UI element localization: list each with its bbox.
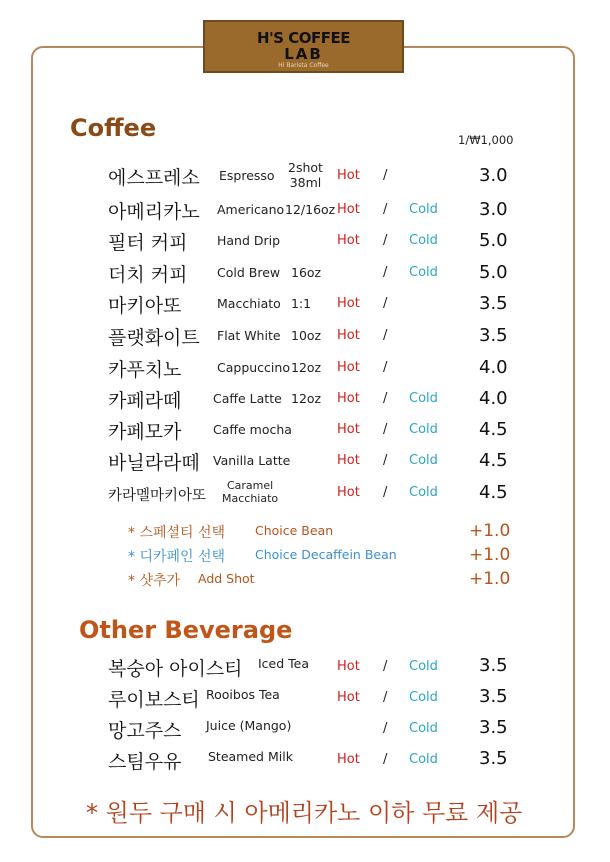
item-price: 3.5: [479, 717, 508, 738]
hot-label: Hot: [337, 360, 360, 375]
option-name-en: Add Shot: [198, 571, 255, 586]
item-name-en: Vanilla Latte: [213, 453, 291, 468]
item-size: 10oz: [291, 328, 322, 343]
item-name-en: Hand Drip: [217, 233, 281, 248]
item-name-ko: 아메리카노: [108, 201, 200, 223]
hot-label: Hot: [337, 233, 360, 248]
cold-label: Cold: [409, 752, 438, 767]
item-name-ko: 카페모카: [108, 421, 182, 443]
cold-label: Cold: [409, 659, 438, 674]
item-price: 4.0: [479, 388, 508, 409]
item-name-en: Caramel Macchiato: [222, 479, 279, 505]
cold-label: Cold: [409, 422, 438, 437]
separator: /: [383, 233, 388, 248]
cold-label: Cold: [409, 265, 438, 280]
item-name-ko: 카푸치노: [108, 359, 182, 381]
item-price: 3.0: [479, 199, 508, 220]
item-name-en: Cold Brew: [217, 265, 281, 280]
item-name-ko: 마키아또: [108, 295, 182, 317]
item-name-en: Flat White: [217, 328, 281, 343]
item-price: 3.5: [479, 325, 508, 346]
separator: /: [383, 265, 388, 280]
logo-line1: H'S COFFEE: [257, 29, 350, 47]
item-price: 3.0: [479, 165, 508, 186]
separator: /: [383, 168, 388, 183]
item-name-ko: 카라멜마키아또: [108, 488, 207, 504]
option-name-ko: * 샷추가: [128, 573, 181, 589]
item-name-en: Caffe mocha: [213, 422, 292, 437]
option-name-ko: * 스페셜티 선택: [128, 525, 226, 541]
item-size: 16oz: [291, 265, 322, 280]
footer-note: * 원두 구매 시 아메리카노 이하 무료 제공: [86, 799, 523, 827]
logo-line3: Hi Barista Coffee: [278, 62, 329, 69]
item-name-ko: 플랫화이트: [108, 327, 200, 349]
item-price: 4.0: [479, 357, 508, 378]
item-size: 12/16oz: [285, 202, 336, 217]
item-size: 2shot 38ml: [288, 160, 323, 190]
cold-label: Cold: [409, 391, 438, 406]
item-name-ko: 망고주스: [108, 720, 182, 742]
hot-label: Hot: [337, 752, 360, 767]
item-price: 5.0: [479, 230, 508, 251]
separator: /: [383, 659, 388, 674]
item-name-ko: 에스프레소: [108, 167, 200, 189]
hot-label: Hot: [337, 485, 360, 500]
separator: /: [383, 360, 388, 375]
item-name-en: Rooibos Tea: [206, 687, 280, 702]
item-name-ko: 카페라떼: [108, 390, 182, 412]
item-name-en: Iced Tea: [258, 656, 310, 671]
option-name-en: Choice Decaffein Bean: [255, 547, 397, 562]
item-name-en: Espresso: [219, 168, 275, 183]
item-size: 12oz: [291, 360, 322, 375]
cold-label: Cold: [409, 721, 438, 736]
separator: /: [383, 391, 388, 406]
item-name-en: Steamed Milk: [208, 749, 293, 764]
separator: /: [383, 721, 388, 736]
option-name-ko: * 디카페인 선택: [128, 549, 226, 565]
brand-logo: [203, 20, 404, 73]
price-unit: 1/₩1,000: [458, 133, 514, 147]
cold-label: Cold: [409, 202, 438, 217]
separator: /: [383, 752, 388, 767]
item-price: 4.5: [479, 450, 508, 471]
coffee-section-title: Coffee: [70, 114, 157, 142]
item-price: 4.5: [479, 482, 508, 503]
hot-label: Hot: [337, 296, 360, 311]
cold-label: Cold: [409, 690, 438, 705]
item-name-en: Cappuccino: [217, 360, 290, 375]
item-name-ko: 필터 커피: [108, 232, 188, 254]
hot-label: Hot: [337, 659, 360, 674]
separator: /: [383, 453, 388, 468]
logo-line2: LAB: [284, 45, 323, 63]
hot-label: Hot: [337, 328, 360, 343]
item-size: 1:1: [291, 296, 312, 311]
option-price: +1.0: [469, 569, 511, 589]
item-price: 3.5: [479, 748, 508, 769]
item-name-en: Americano: [217, 202, 285, 217]
separator: /: [383, 485, 388, 500]
item-name-en: Macchiato: [217, 296, 281, 311]
option-name-en: Choice Bean: [255, 523, 334, 538]
cold-label: Cold: [409, 485, 438, 500]
option-price: +1.0: [469, 545, 511, 565]
item-name-ko: 더치 커피: [108, 264, 188, 286]
item-price: 3.5: [479, 293, 508, 314]
item-name-en: Juice (Mango): [206, 718, 292, 733]
item-name-ko: 스팀우유: [108, 751, 182, 773]
item-name-ko: 복숭아 아이스티: [108, 658, 243, 680]
hot-label: Hot: [337, 453, 360, 468]
item-price: 5.0: [479, 262, 508, 283]
hot-label: Hot: [337, 422, 360, 437]
separator: /: [383, 296, 388, 311]
separator: /: [383, 422, 388, 437]
item-price: 3.5: [479, 686, 508, 707]
option-price: +1.0: [469, 521, 511, 541]
hot-label: Hot: [337, 202, 360, 217]
item-size: 12oz: [291, 391, 322, 406]
item-name-en: Caffe Latte: [213, 391, 282, 406]
hot-label: Hot: [337, 690, 360, 705]
item-price: 4.5: [479, 419, 508, 440]
cold-label: Cold: [409, 453, 438, 468]
separator: /: [383, 690, 388, 705]
hot-label: Hot: [337, 391, 360, 406]
item-price: 3.5: [479, 655, 508, 676]
hot-label: Hot: [337, 168, 360, 183]
other-section-title: Other Beverage: [79, 616, 293, 644]
separator: /: [383, 328, 388, 343]
cold-label: Cold: [409, 233, 438, 248]
item-name-ko: 바닐라라떼: [108, 452, 200, 474]
separator: /: [383, 202, 388, 217]
item-name-ko: 루이보스티: [108, 689, 200, 711]
